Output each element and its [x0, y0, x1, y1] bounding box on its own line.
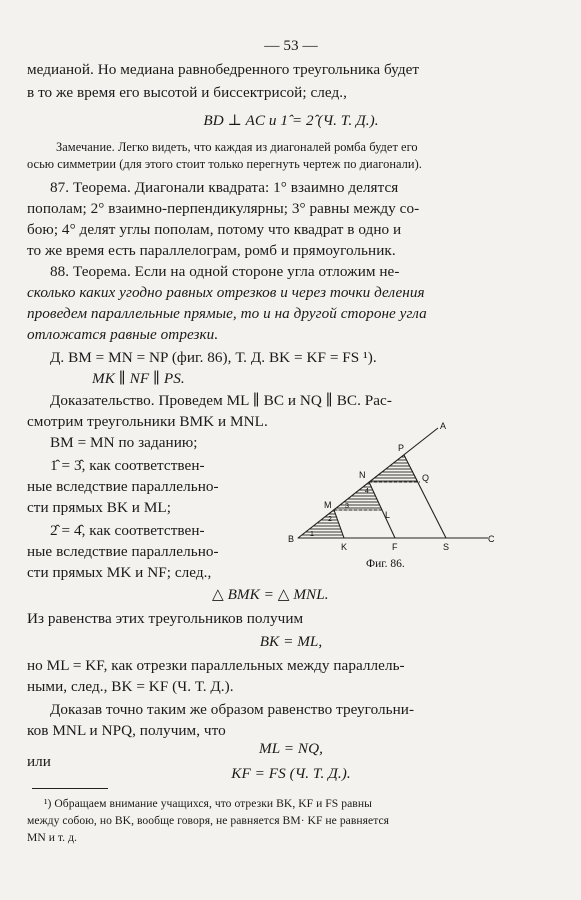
- text-line: ные вследствие параллельно-: [27, 543, 219, 560]
- text-line: но ML = KF, как отрезки параллельных между параллель-: [27, 657, 405, 674]
- footnote-line: MN и т. д.: [27, 831, 77, 844]
- proof-line: Доказательство. Проведем ML ∥ BC и NQ ∥ BC. Рас-: [50, 392, 392, 409]
- footnote-line: ¹) Обращаем внимание учащихся, что отрезки BK, KF и FS равны: [44, 797, 372, 810]
- text-line: ными, след., BK = KF (Ч. Т. Д.).: [27, 678, 234, 695]
- remark-line: осью симметрии (для этого стоит только перегнуть чертеж по диагонали).: [27, 157, 422, 171]
- text-line: то же время есть параллелограм, ромб и прямоугольник.: [27, 242, 396, 259]
- text-line: Из равенства этих треугольников получим: [27, 610, 304, 627]
- text-line: Доказав точно таким же образом равенство треугольни-: [50, 701, 415, 718]
- footnote-line: между собою, но BK, вообще говоря, не равняется BM· KF не равняется: [27, 814, 390, 827]
- text-line: медианой. Но медиана равнобедренного треугольника будет: [27, 61, 420, 78]
- label-p: P: [398, 443, 405, 453]
- formula-line: BD ⊥ AC и 1̂ = 2̂ (Ч. Т. Д.).: [203, 112, 379, 129]
- formula-line: BK = ML,: [259, 633, 323, 650]
- text-line: смотрим треугольники BMK и MNL.: [27, 413, 268, 430]
- given-line: Д. BM = MN = NP (фиг. 86), Т. Д. BK = KF = FS ¹).: [50, 349, 377, 366]
- angle-label-1: 1: [310, 531, 314, 538]
- label-a: A: [440, 421, 447, 431]
- text-line: ков MNL и NPQ, получим, что: [27, 722, 226, 739]
- figure-caption: Фиг. 86.: [366, 558, 405, 570]
- label-b: B: [288, 534, 295, 544]
- text-line: ные вследствие параллельно-: [27, 478, 219, 495]
- figure-86: [288, 420, 498, 590]
- text-line: проведем параллельные прямые, то и на другой стороне угла: [27, 305, 427, 322]
- theorem-87-heading: 87. Теорема. Диагонали квадрата: 1° взаимно делятся: [50, 179, 399, 196]
- label-c: C: [488, 534, 495, 544]
- label-s: S: [443, 542, 450, 552]
- angle-label-2: 2: [328, 516, 332, 523]
- text-line: в то же время его высотой и биссектрисой; след.,: [27, 84, 347, 101]
- label-k: K: [341, 542, 348, 552]
- text-line: 2̂ = 4̂, как соответствен-: [50, 522, 205, 539]
- text-line: 1̂ = 3̂, как соответствен-: [50, 457, 205, 474]
- text-line: бою; 4° делят углы пополам, потому что квадрат в одно и: [27, 221, 402, 238]
- text-line: отложатся равные отрезки.: [27, 326, 219, 343]
- text-line: или: [27, 753, 51, 770]
- hatch-triangle-mnl: [334, 482, 382, 510]
- text-line: пополам; 2° взаимно-перпендикулярны; 3° равны между со-: [27, 200, 420, 217]
- angle-label-3: 3: [345, 503, 349, 510]
- hatch-triangle-npq: [369, 455, 418, 482]
- remark-line: Замечание. Легко видеть, что каждая из диагоналей ромба будет его: [56, 140, 418, 154]
- label-f: F: [392, 542, 398, 552]
- text-line: сколько каких угодно равных отрезков и через точки деления: [27, 284, 425, 301]
- text-line: BM = MN по заданию;: [50, 434, 198, 451]
- theorem-88-heading: 88. Теорема. Если на одной стороне угла отложим не-: [50, 263, 400, 280]
- footnote-rule: [32, 788, 108, 789]
- given-line: MK ∥ NF ∥ PS.: [92, 370, 185, 387]
- label-q: Q: [422, 473, 430, 483]
- label-m: M: [324, 500, 332, 510]
- angle-label-4: 4: [365, 488, 369, 495]
- formula-line: △ BMK = △ MNL.: [212, 586, 329, 603]
- text-line: сти прямых BK и ML;: [27, 499, 171, 516]
- page-number: — 53 —: [264, 37, 318, 54]
- formula-line: KF = FS (Ч. Т. Д.).: [231, 765, 351, 782]
- label-l: L: [385, 510, 391, 520]
- label-n: N: [359, 470, 366, 480]
- formula-line: ML = NQ,: [259, 740, 323, 757]
- text-line: сти прямых MK и NF; след.,: [27, 564, 212, 581]
- hatch-triangle-bmk: [298, 510, 344, 538]
